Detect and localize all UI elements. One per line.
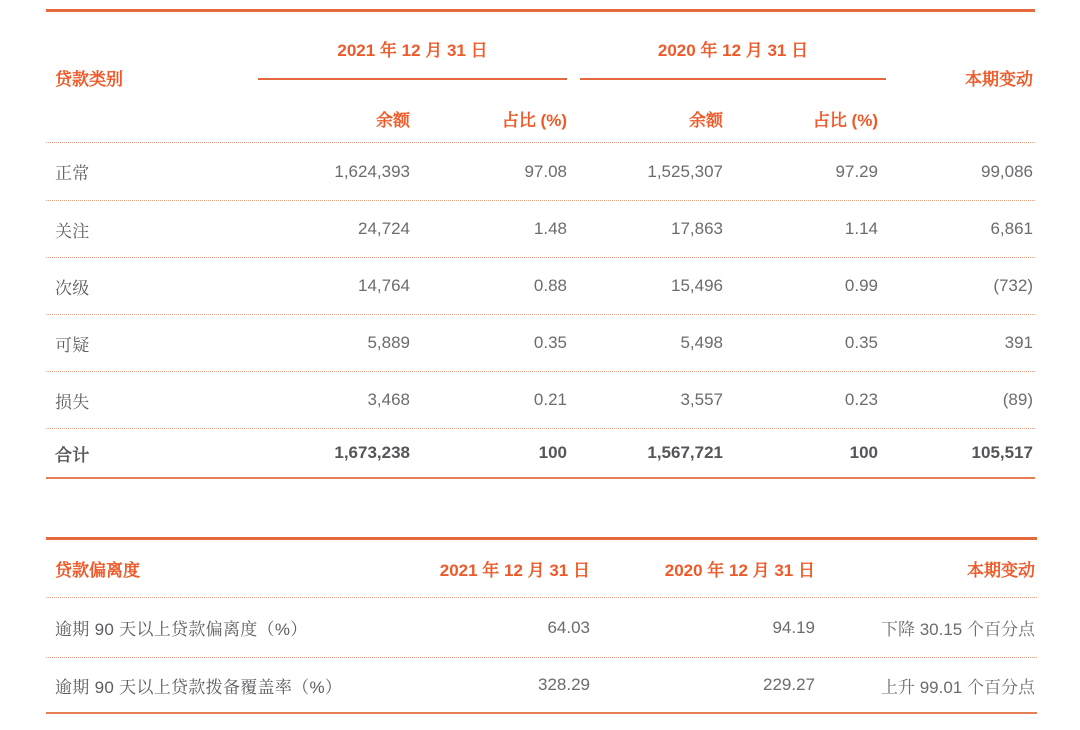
cell-change: (732) <box>993 276 1033 295</box>
loan-classification-table-body <box>46 143 1035 479</box>
row-label: 合计 <box>55 445 90 465</box>
cell-ratio-2020: 100 <box>849 443 878 462</box>
cell-ratio-2021: 0.21 <box>533 390 567 409</box>
table-row-provision-coverage <box>46 657 1037 712</box>
loan-classification-table <box>46 9 1035 479</box>
row-label: 次级 <box>55 278 90 298</box>
period-2020-header: 2020 年 12 月 31 日 <box>657 41 809 60</box>
table-row-special-mention <box>46 200 1035 257</box>
cell-balance-2020: 3,557 <box>680 390 723 409</box>
loan-classification-table-header <box>46 9 1035 143</box>
loan-deviation-table-body <box>46 598 1037 714</box>
cell-balance-2020: 1,567,721 <box>647 443 723 462</box>
table-row-loss <box>46 371 1035 428</box>
ratio-2020-subheader: 占比 (%) <box>812 111 878 130</box>
balance-2020-subheader: 余额 <box>689 111 723 130</box>
cell-ratio-2020: 97.29 <box>835 161 878 181</box>
cell-value-2020: 94.19 <box>772 617 815 637</box>
cell-change: 105,517 <box>971 443 1033 462</box>
cell-ratio-2021: 0.35 <box>533 333 567 352</box>
cell-ratio-2021: 100 <box>538 443 567 462</box>
cell-balance-2021: 5,889 <box>367 333 410 352</box>
cell-change: (89) <box>1002 390 1033 409</box>
cell-balance-2021: 14,764 <box>358 276 410 295</box>
cell-ratio-2021: 1.48 <box>533 219 567 238</box>
cell-balance-2021: 24,724 <box>358 219 410 238</box>
period-2020-header: 2020 年 12 月 31 日 <box>664 561 815 580</box>
ratio-2021-subheader: 占比 (%) <box>501 111 567 130</box>
table-row-normal <box>46 143 1035 200</box>
change-column-header: 本期变动 <box>965 70 1033 89</box>
table-row-deviation-ratio <box>46 598 1037 657</box>
change-column-header: 本期变动 <box>967 561 1035 580</box>
cell-balance-2020: 17,863 <box>671 219 723 238</box>
cell-change: 6,861 <box>990 219 1033 238</box>
row-label: 逾期 90 天以上贷款拨备覆盖率（%） <box>55 677 343 697</box>
cell-value-2021: 328.29 <box>538 675 590 694</box>
period-2021-header: 2021 年 12 月 31 日 <box>337 41 488 60</box>
cell-balance-2020: 15,496 <box>671 276 723 295</box>
loan-deviation-table-header <box>46 537 1037 598</box>
cell-value-2020: 229.27 <box>763 675 815 694</box>
cell-ratio-2021: 97.08 <box>524 161 567 181</box>
row-label: 逾期 90 天以上贷款偏离度（%） <box>55 620 308 639</box>
cell-ratio-2020: 0.35 <box>844 333 878 352</box>
cell-value-2021: 64.03 <box>547 617 590 637</box>
balance-2021-subheader: 余额 <box>376 111 410 130</box>
cell-balance-2021: 3,468 <box>367 390 410 409</box>
loan-deviation-table <box>46 537 1037 714</box>
cell-ratio-2020: 0.99 <box>844 276 878 295</box>
period-2021-header: 2021 年 12 月 31 日 <box>439 561 590 580</box>
table-row-substandard <box>46 257 1035 314</box>
category-column-header: 贷款类别 <box>55 70 123 89</box>
cell-balance-2021: 1,673,238 <box>334 443 410 462</box>
period-2021-underline <box>258 78 567 80</box>
cell-ratio-2021: 0.88 <box>533 276 567 295</box>
row-label: 可疑 <box>55 335 90 355</box>
cell-change: 99,086 <box>981 161 1033 181</box>
row-label: 损失 <box>55 392 90 412</box>
cell-change: 下降 30.15 个百分点 <box>881 620 1035 639</box>
cell-balance-2020: 1,525,307 <box>647 161 723 181</box>
cell-ratio-2020: 0.23 <box>844 390 878 409</box>
period-2020-underline <box>580 78 886 80</box>
row-label: 正常 <box>55 164 90 183</box>
cell-ratio-2020: 1.14 <box>844 219 878 238</box>
row-label: 关注 <box>55 221 90 241</box>
cell-balance-2021: 1,624,393 <box>334 161 410 181</box>
cell-balance-2020: 5,498 <box>680 333 723 352</box>
table-row-total <box>46 428 1035 477</box>
deviation-category-header: 贷款偏离度 <box>55 561 140 580</box>
table-row-doubtful <box>46 314 1035 371</box>
cell-change: 391 <box>1004 333 1033 352</box>
cell-change: 上升 99.01 个百分点 <box>881 677 1035 697</box>
